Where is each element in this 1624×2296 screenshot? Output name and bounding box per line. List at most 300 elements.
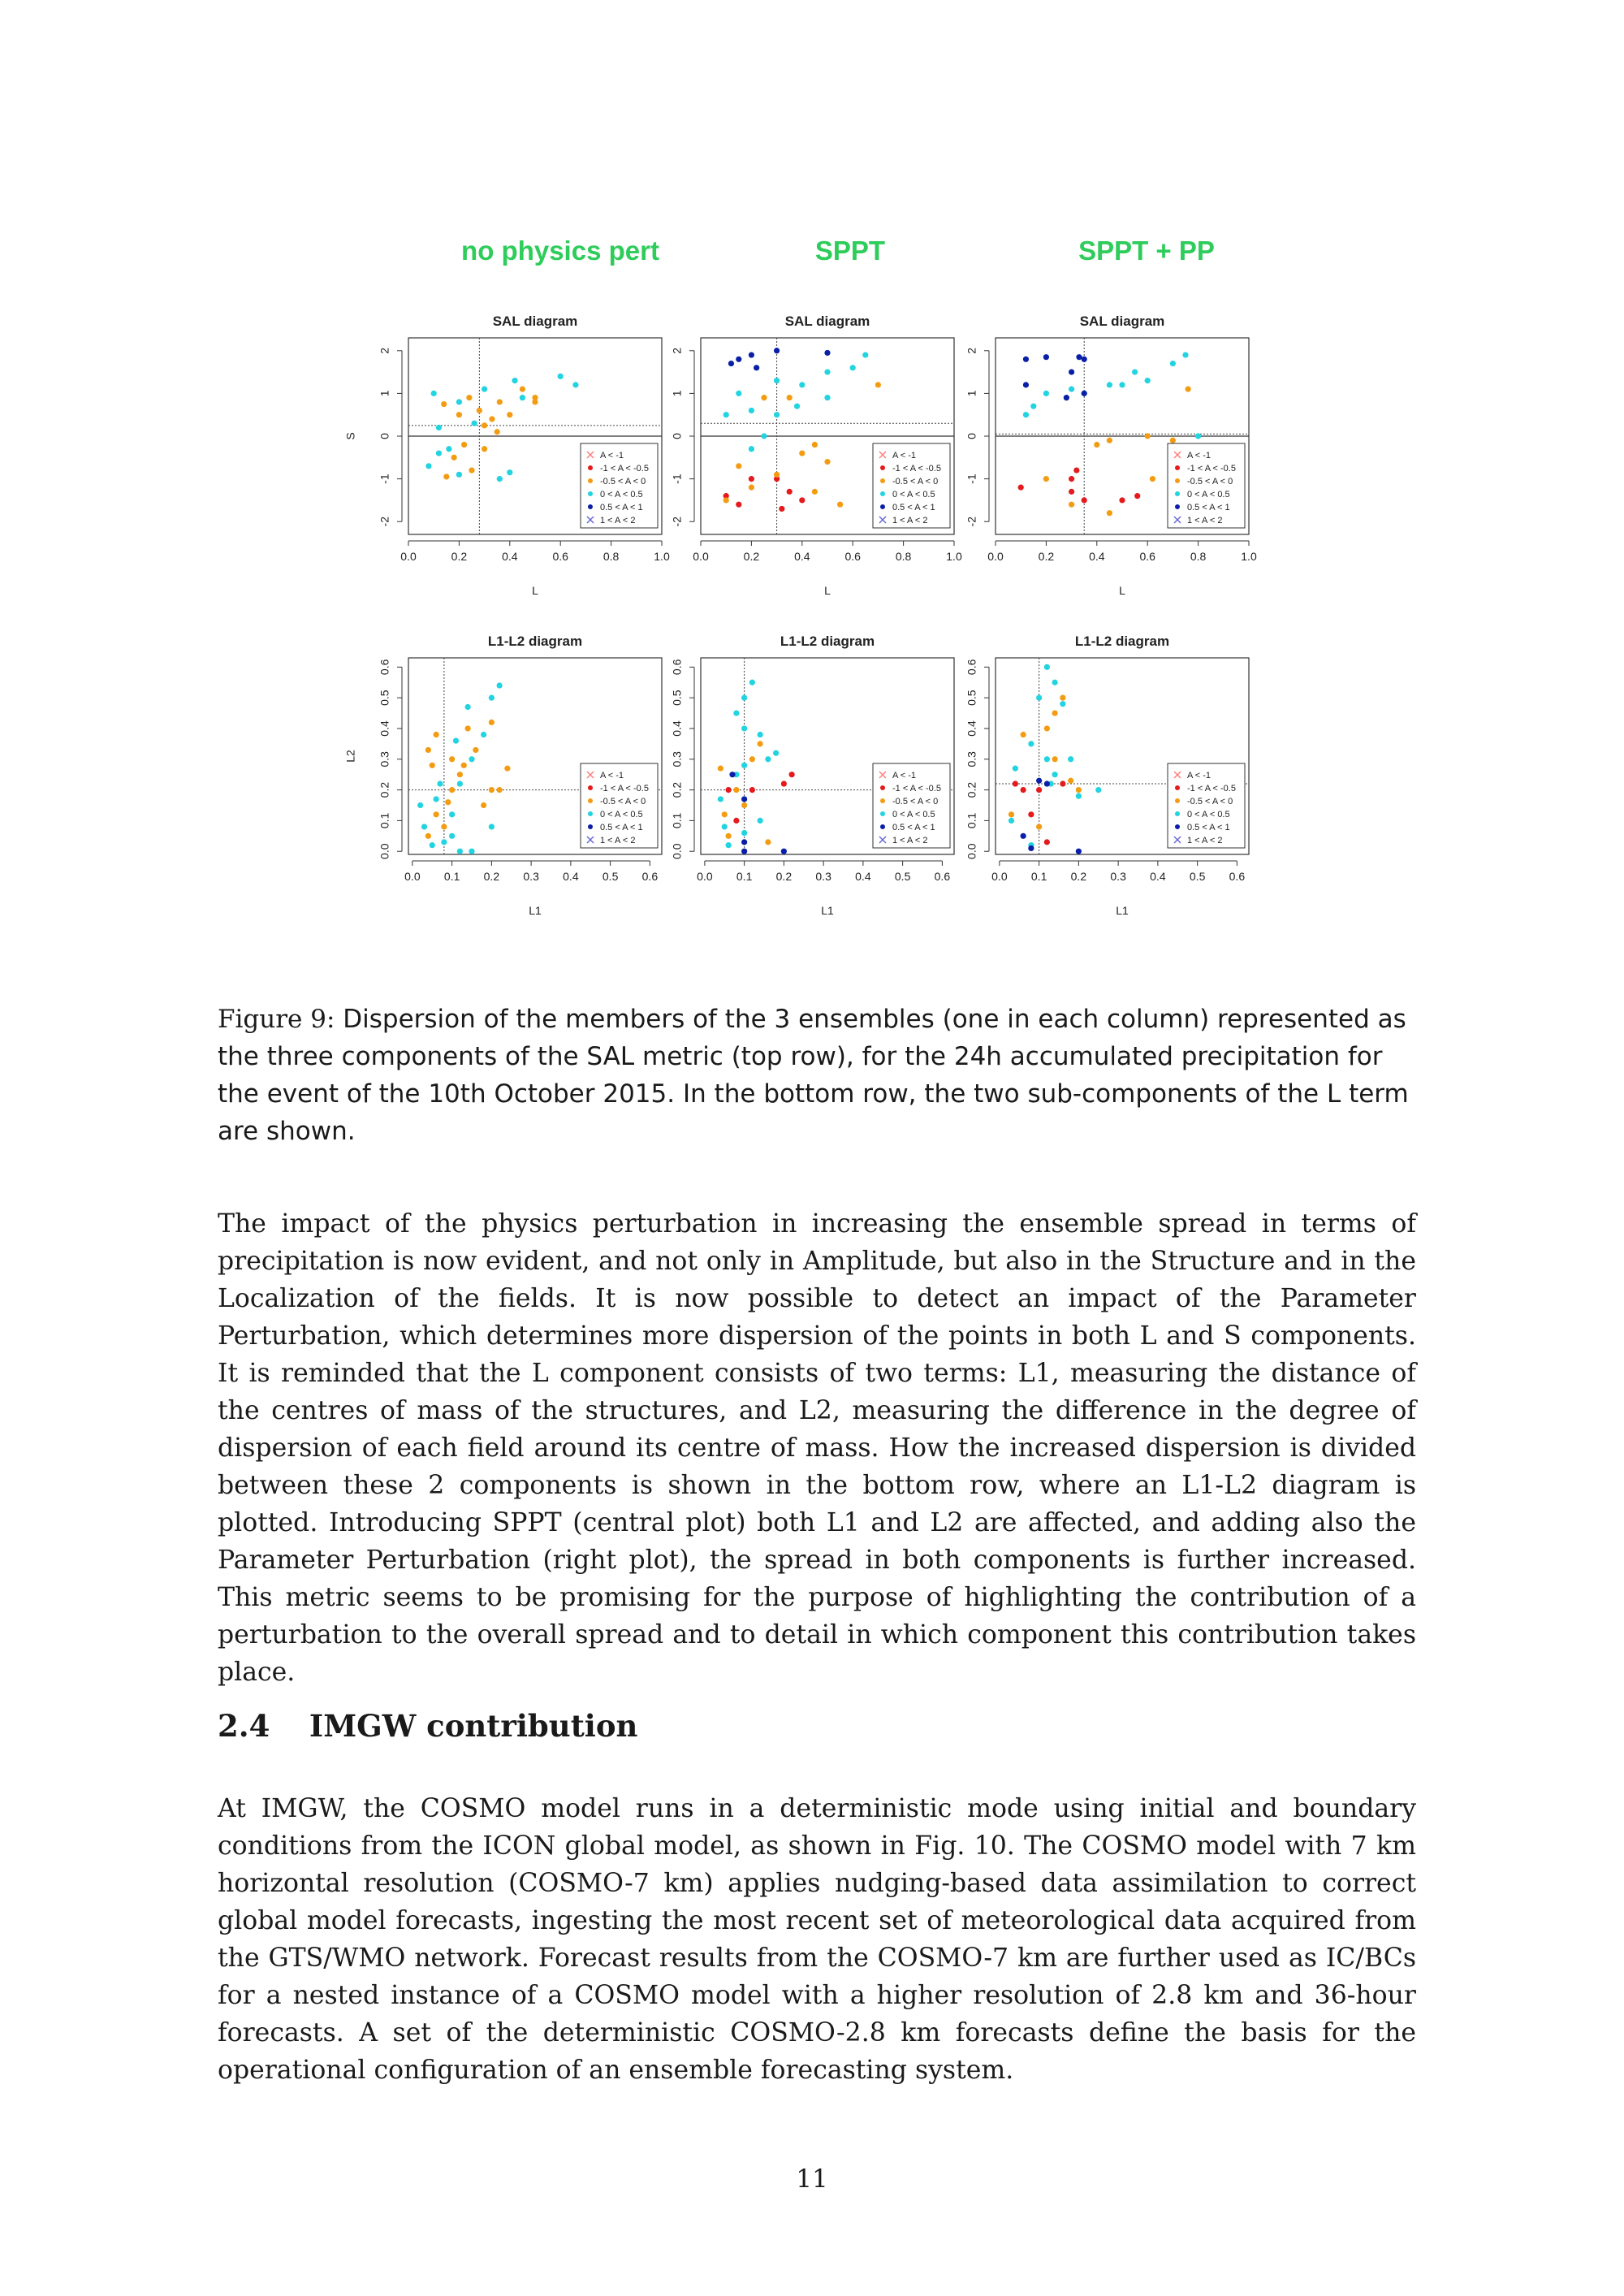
- data-point: [461, 442, 467, 448]
- legend-marker: [588, 785, 593, 790]
- x-axis-label: L: [824, 584, 831, 597]
- x-tick-label: 0.0: [697, 870, 713, 883]
- legend-label: -0.5 < A < 0: [1187, 797, 1233, 806]
- data-point: [1107, 382, 1112, 387]
- legend-marker: [880, 491, 885, 496]
- legend-label: A < -1: [1187, 451, 1212, 460]
- data-point: [456, 399, 462, 404]
- x-axis-label: L: [1119, 584, 1125, 597]
- data-point: [1076, 787, 1082, 793]
- data-point: [1076, 849, 1082, 854]
- data-point: [1060, 701, 1065, 707]
- legend-marker: [1175, 504, 1180, 509]
- legend-label: -1 < A < -0.5: [600, 464, 649, 473]
- data-point: [1170, 438, 1176, 443]
- data-point: [1052, 756, 1058, 762]
- data-point: [1094, 442, 1099, 448]
- data-point: [497, 787, 503, 793]
- data-point: [749, 352, 754, 357]
- data-point: [1021, 833, 1026, 839]
- legend-label: 1 < A < 2: [600, 836, 636, 845]
- data-point: [733, 710, 739, 716]
- y-tick-label: 0.4: [670, 720, 684, 737]
- data-point: [1068, 778, 1073, 784]
- data-point: [741, 796, 747, 802]
- data-point: [495, 429, 500, 435]
- x-tick-label: 0.4: [563, 870, 579, 883]
- legend-marker: [880, 785, 885, 790]
- legend-label: -0.5 < A < 0: [600, 797, 646, 806]
- data-point: [789, 772, 795, 777]
- y-tick-label: 0.6: [965, 659, 978, 676]
- data-point: [1064, 395, 1069, 400]
- data-point: [1076, 793, 1082, 799]
- legend-label: 0.5 < A < 1: [1187, 823, 1230, 832]
- x-tick-label: 0.2: [743, 550, 760, 563]
- legend-label: A < -1: [600, 451, 624, 460]
- legend-marker: [1175, 785, 1180, 790]
- x-axis-label: L: [532, 584, 538, 597]
- x-axis-label: L1: [821, 904, 834, 917]
- data-point: [741, 763, 747, 768]
- data-point: [449, 811, 455, 817]
- x-tick-label: 0.6: [1139, 550, 1155, 563]
- data-point: [781, 849, 787, 854]
- data-point: [726, 842, 732, 848]
- data-point: [1182, 352, 1188, 357]
- x-tick-label: 0.8: [1190, 550, 1207, 563]
- data-point: [1009, 811, 1014, 817]
- data-point: [434, 732, 439, 737]
- y-tick-label: -1: [965, 473, 978, 484]
- data-point: [507, 469, 512, 475]
- x-tick-label: 0.0: [693, 550, 709, 563]
- legend-label: -0.5 < A < 0: [892, 477, 939, 486]
- data-point: [417, 802, 423, 808]
- data-point: [431, 391, 437, 396]
- data-point: [718, 796, 723, 802]
- data-point: [466, 395, 472, 400]
- legend-marker: [880, 798, 885, 803]
- data-point: [741, 695, 747, 701]
- data-point: [453, 737, 459, 743]
- data-point: [489, 787, 495, 793]
- data-point: [749, 408, 754, 413]
- x-tick-label: 0.5: [894, 870, 911, 883]
- data-point: [1013, 766, 1018, 772]
- y-tick-label: 1: [965, 390, 978, 397]
- data-point: [425, 747, 431, 753]
- data-point: [1060, 780, 1065, 786]
- data-point: [436, 425, 442, 430]
- legend-marker: [880, 465, 885, 470]
- data-point: [1021, 787, 1026, 793]
- data-point: [457, 849, 463, 854]
- legend-marker: [1175, 478, 1180, 483]
- data-point: [1186, 387, 1191, 392]
- column-title-sppt: SPPT: [814, 236, 886, 266]
- data-point: [477, 408, 482, 413]
- x-tick-label: 0.6: [641, 870, 659, 883]
- data-point: [726, 787, 732, 793]
- paragraph-physics-perturbation: The impact of the physics perturbation in increasing the ensemble spread in terms of precipitation is now evident, and not only in Amplitude, but also in the Structure and in the Localization of the fields. It is now possible to detect an impact of the Parameter Perturbation, which determines more dispersion of the points in both L and S components. It is reminded that the L component consists of two terms: L1, measuring the distance of the centres of mass of the structures, and L2, measuring the difference in the degree of dispersion of each field around its centre of mass. How the increased dispersion is divided between these 2 components is shown in the bottom row, where an L1-L2 diagram is plotted. Introducing SPPT (central plot) both L1 and L2 are affected, and adding also the Parameter Perturbation (right plot), the spread in both components is further increased. This metric seems to be promising for the purpose of highlighting the contribution of a perturbation to the overall spread and to detail in which component this contribution takes place.: [218, 1209, 1416, 1687]
- data-point: [787, 395, 793, 400]
- data-point: [736, 463, 741, 469]
- x-tick-label: 0.4: [794, 550, 810, 563]
- paragraph-imgw: At IMGW, the COSMO model runs in a deterministic mode using initial and boundary conditions from the ICON global model, as shown in Fig. 10. The COSMO model with 7 km horizontal resolution (COSMO-7 km) applies nudging-based data assimilation to correct global model forecasts, ingesting the most recent set of meteorological data acquired from the GTS/WMO network. Forecast results from the COSMO-7 km are further used as IC/BCs for a nested instance of a COSMO model with a higher resolution of 2.8 km and 36-hour forecasts. A set of the deterministic COSMO-2.8 km forecasts define the basis for the operational configuration of an ensemble forecasting system.: [218, 1794, 1416, 2085]
- data-point: [489, 416, 495, 422]
- y-tick-label: 0.5: [378, 690, 391, 706]
- data-point: [489, 695, 495, 701]
- data-point: [472, 421, 477, 426]
- section-heading: [218, 1708, 637, 1744]
- data-point: [1069, 489, 1074, 495]
- y-tick-label: 0.6: [378, 659, 391, 676]
- page-number: 11: [796, 2164, 828, 2194]
- data-point: [824, 369, 830, 374]
- section-number: 2.4: [218, 1708, 270, 1744]
- data-point: [1028, 845, 1034, 851]
- legend-label: A < -1: [600, 771, 624, 780]
- data-point: [497, 399, 503, 404]
- legend-label: -1 < A < -0.5: [1187, 784, 1236, 793]
- legend-label: 1 < A < 2: [1187, 516, 1223, 525]
- data-point: [733, 818, 739, 824]
- data-point: [749, 476, 754, 482]
- y-tick-label: 0.0: [670, 843, 684, 859]
- x-tick-label: 0.6: [552, 550, 568, 563]
- x-tick-label: 0.2: [1038, 550, 1055, 563]
- data-point: [456, 412, 462, 417]
- x-tick-label: 1.0: [654, 550, 670, 563]
- data-point: [774, 472, 780, 478]
- data-point: [1023, 412, 1029, 417]
- data-point: [824, 395, 830, 400]
- data-point: [761, 433, 767, 439]
- data-point: [733, 787, 739, 793]
- legend-label: 1 < A < 2: [600, 516, 636, 525]
- y-tick-label: 0.1: [378, 812, 391, 829]
- data-point: [749, 756, 755, 762]
- panel-title: SAL diagram: [1079, 313, 1165, 329]
- data-point: [765, 756, 771, 762]
- legend-label: 0.5 < A < 1: [1187, 503, 1230, 512]
- data-point: [425, 463, 431, 469]
- y-tick-label: -2: [965, 516, 978, 527]
- data-point: [1076, 354, 1082, 360]
- data-point: [1044, 780, 1050, 786]
- data-point: [1028, 741, 1034, 746]
- legend-label: -1 < A < -0.5: [1187, 464, 1236, 473]
- data-point: [430, 842, 435, 848]
- y-tick-label: 0: [378, 433, 391, 439]
- data-point: [736, 502, 741, 508]
- data-point: [758, 818, 763, 824]
- data-point: [473, 747, 478, 753]
- data-point: [1082, 497, 1087, 503]
- data-point: [1119, 382, 1125, 387]
- x-axis-label: L1: [1116, 904, 1129, 917]
- legend-marker: [1175, 824, 1180, 829]
- data-point: [512, 378, 517, 383]
- legend-marker: [880, 811, 885, 816]
- x-tick-label: 0.3: [1110, 870, 1126, 883]
- x-tick-label: 0.6: [844, 550, 861, 563]
- panel-title: SAL diagram: [784, 313, 870, 329]
- legend-label: 0 < A < 0.5: [1187, 490, 1230, 499]
- data-point: [787, 489, 793, 495]
- y-tick-label: 0: [965, 433, 978, 439]
- data-point: [741, 839, 747, 845]
- data-point: [482, 422, 487, 428]
- data-point: [443, 473, 449, 479]
- data-point: [723, 412, 729, 417]
- x-tick-label: 0.2: [451, 550, 468, 563]
- data-point: [1043, 354, 1049, 360]
- data-point: [446, 446, 451, 452]
- legend-label: A < -1: [1187, 771, 1212, 780]
- data-point: [1069, 502, 1074, 508]
- legend-marker: [588, 504, 593, 509]
- y-tick-label: 0.4: [965, 720, 978, 737]
- y-tick-label: -2: [670, 516, 684, 527]
- data-point: [824, 350, 830, 356]
- data-point: [520, 387, 525, 392]
- data-point: [1023, 357, 1029, 362]
- data-point: [449, 756, 455, 762]
- data-point: [437, 780, 443, 786]
- data-point: [441, 839, 447, 845]
- x-tick-label: 0.0: [991, 870, 1008, 883]
- data-point: [1082, 357, 1087, 362]
- data-point: [824, 459, 830, 465]
- data-point: [774, 412, 780, 417]
- legend-label: A < -1: [892, 451, 917, 460]
- legend-marker: [588, 811, 593, 816]
- panel-title: SAL diagram: [492, 313, 578, 329]
- x-tick-label: 0.3: [523, 870, 539, 883]
- figure-caption: [218, 1001, 1416, 1150]
- legend-marker: [1175, 491, 1180, 496]
- caption-label: Figure 9:: [218, 1005, 335, 1034]
- data-point: [1107, 438, 1112, 443]
- data-point: [1060, 695, 1065, 701]
- data-point: [781, 780, 787, 786]
- y-tick-label: 0.3: [965, 751, 978, 767]
- data-point: [1036, 778, 1042, 784]
- y-tick-label: 0: [670, 433, 684, 439]
- legend-label: 1 < A < 2: [892, 836, 928, 845]
- data-point: [1028, 811, 1034, 817]
- legend-label: 0.5 < A < 1: [892, 823, 935, 832]
- data-point: [1069, 369, 1074, 374]
- data-point: [469, 756, 474, 762]
- y-tick-label: 0.0: [965, 843, 978, 859]
- caption-text: Dispersion of the members of the 3 ensembles (one in each column) represented as the three components of the SAL metric (top row), for the 24h accumulated precipitation for the event of the 10th October 2015. In the bottom row, the two sub-components of the L term are shown.: [218, 1005, 1409, 1146]
- panel-title: L1-L2 diagram: [487, 633, 583, 649]
- data-point: [1145, 433, 1151, 439]
- data-point: [761, 395, 767, 400]
- data-point: [799, 450, 805, 456]
- data-point: [799, 497, 805, 503]
- data-point: [749, 485, 754, 491]
- x-tick-label: 0.6: [1229, 870, 1246, 883]
- data-point: [736, 391, 741, 396]
- x-tick-label: 0.3: [815, 870, 831, 883]
- legend-label: -0.5 < A < 0: [1187, 477, 1233, 486]
- data-point: [1021, 732, 1026, 737]
- data-point: [794, 404, 800, 409]
- x-tick-label: 0.1: [1030, 870, 1047, 883]
- data-point: [489, 824, 495, 829]
- data-point: [741, 802, 747, 808]
- data-point: [774, 378, 780, 383]
- data-point: [481, 732, 486, 737]
- y-tick-label: 2: [965, 347, 978, 354]
- legend-label: 0 < A < 0.5: [892, 490, 935, 499]
- data-point: [457, 780, 463, 786]
- data-point: [445, 799, 451, 805]
- data-point: [749, 680, 755, 685]
- data-point: [812, 442, 818, 448]
- data-point: [451, 455, 457, 460]
- y-tick-label: -2: [378, 516, 391, 527]
- data-point: [456, 472, 462, 478]
- x-tick-label: 0.2: [1070, 870, 1087, 883]
- data-point: [1068, 756, 1073, 762]
- data-point: [1069, 387, 1074, 392]
- y-tick-label: 0.2: [670, 781, 684, 798]
- y-tick-label: 0.2: [965, 781, 978, 798]
- data-point: [489, 720, 495, 725]
- data-point: [1195, 433, 1201, 439]
- data-point: [758, 732, 763, 737]
- data-point: [765, 839, 771, 845]
- y-tick-label: 0.6: [670, 659, 684, 676]
- data-point: [1132, 369, 1138, 374]
- data-point: [497, 476, 503, 482]
- data-point: [520, 395, 525, 400]
- y-tick-label: 0.4: [378, 720, 391, 737]
- data-point: [1052, 772, 1058, 777]
- x-tick-label: 0.0: [400, 550, 417, 563]
- data-point: [434, 796, 439, 802]
- data-point: [1030, 404, 1036, 409]
- legend-marker: [588, 465, 593, 470]
- x-tick-label: 0.1: [443, 870, 460, 883]
- data-point: [741, 725, 747, 731]
- legend-marker: [880, 824, 885, 829]
- data-point: [774, 348, 780, 353]
- data-point: [1044, 664, 1050, 670]
- data-point: [504, 766, 510, 772]
- legend-label: 0.5 < A < 1: [892, 503, 935, 512]
- data-point: [532, 399, 538, 404]
- data-point: [1170, 361, 1176, 366]
- data-point: [430, 763, 435, 768]
- data-point: [1073, 467, 1079, 473]
- data-point: [850, 365, 856, 370]
- x-tick-label: 0.2: [483, 870, 500, 883]
- data-point: [779, 506, 784, 512]
- data-point: [469, 467, 474, 473]
- data-point: [736, 357, 741, 362]
- x-tick-label: 1.0: [1241, 550, 1257, 563]
- legend-marker: [1175, 798, 1180, 803]
- data-point: [558, 374, 564, 379]
- data-point: [1043, 391, 1049, 396]
- x-tick-label: 0.5: [1189, 870, 1206, 883]
- legend-marker: [588, 824, 593, 829]
- x-tick-label: 0.8: [603, 550, 620, 563]
- data-point: [1082, 391, 1087, 396]
- data-point: [728, 361, 734, 366]
- y-tick-label: -1: [378, 473, 391, 484]
- data-point: [1052, 710, 1058, 716]
- data-point: [421, 824, 427, 829]
- data-point: [461, 763, 467, 768]
- legend-label: 0.5 < A < 1: [600, 503, 643, 512]
- legend-marker: [588, 491, 593, 496]
- legend-marker: [880, 504, 885, 509]
- y-axis-label: S: [343, 432, 357, 440]
- data-point: [481, 802, 486, 808]
- y-tick-label: 1: [670, 390, 684, 397]
- x-tick-label: 1.0: [946, 550, 962, 563]
- data-point: [749, 446, 754, 452]
- y-tick-label: 0.2: [378, 781, 391, 798]
- x-tick-label: 0.5: [602, 870, 619, 883]
- data-point: [875, 382, 881, 387]
- data-point: [1018, 485, 1024, 491]
- data-point: [722, 811, 728, 817]
- x-tick-label: 0.0: [987, 550, 1004, 563]
- legend-marker: [1175, 465, 1180, 470]
- data-point: [1043, 476, 1049, 482]
- y-tick-label: 0.5: [670, 690, 684, 706]
- column-title-no-physics: no physics pert: [461, 236, 659, 266]
- data-point: [469, 849, 474, 854]
- x-axis-label: L1: [529, 904, 542, 917]
- data-point: [441, 824, 447, 829]
- data-point: [1044, 756, 1050, 762]
- y-tick-label: 0.0: [378, 843, 391, 859]
- data-point: [449, 787, 455, 793]
- data-point: [449, 833, 455, 839]
- x-tick-label: 0.4: [855, 870, 871, 883]
- x-tick-label: 0.4: [1089, 550, 1105, 563]
- data-point: [1036, 824, 1042, 829]
- data-point: [1134, 493, 1140, 499]
- data-point: [465, 704, 471, 710]
- x-tick-label: 0.4: [1150, 870, 1166, 883]
- data-point: [497, 682, 503, 688]
- legend-label: 0 < A < 0.5: [600, 810, 643, 819]
- data-point: [1069, 476, 1074, 482]
- column-title-sppt-pp: SPPT + PP: [1078, 236, 1215, 266]
- x-tick-label: 0.4: [502, 550, 518, 563]
- data-point: [718, 766, 723, 772]
- legend-label: 0 < A < 0.5: [892, 810, 935, 819]
- data-point: [465, 725, 471, 731]
- legend-label: 0 < A < 0.5: [600, 490, 643, 499]
- panel-title: L1-L2 diagram: [1074, 633, 1170, 649]
- legend-marker: [880, 478, 885, 483]
- data-point: [723, 497, 729, 503]
- legend-label: 1 < A < 2: [892, 516, 928, 525]
- data-point: [457, 772, 463, 777]
- data-point: [482, 387, 487, 392]
